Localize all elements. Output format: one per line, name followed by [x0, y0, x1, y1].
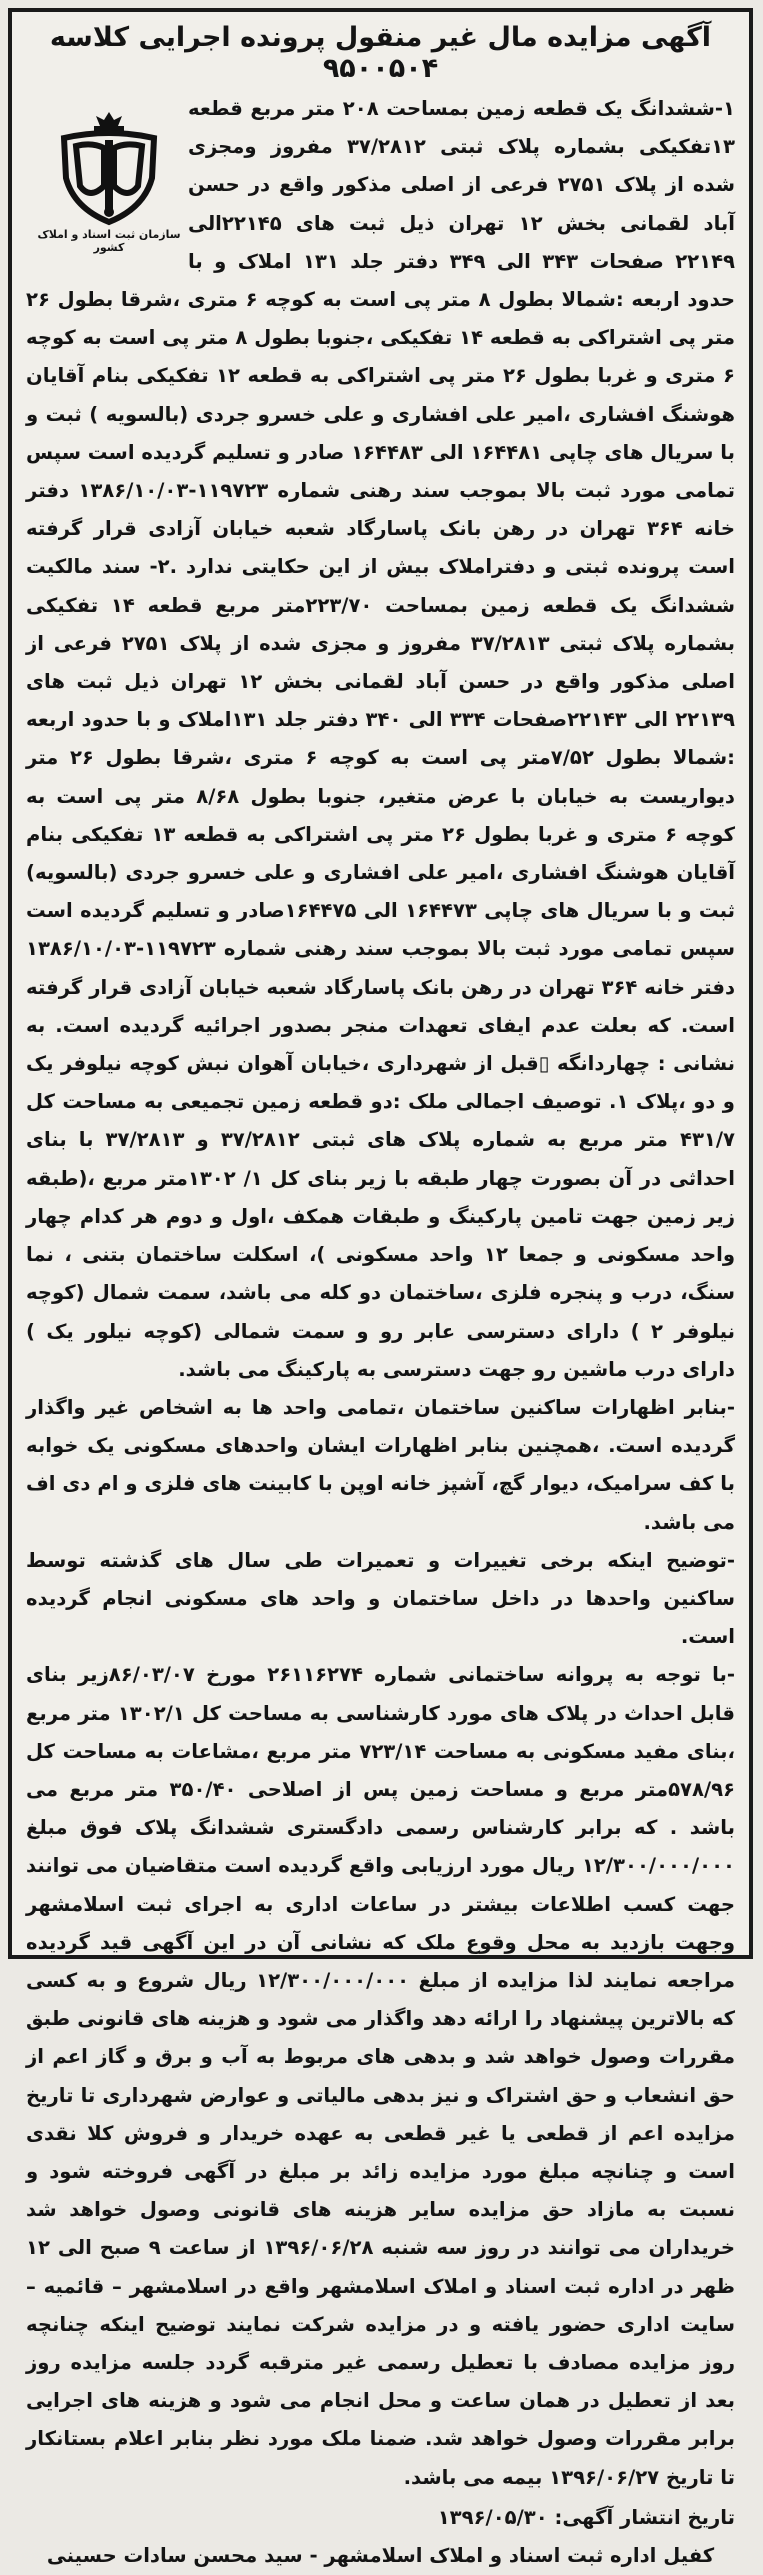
registration-organization-logo — [34, 108, 184, 254]
scales-emblem-icon — [54, 108, 164, 226]
paragraph-auction-terms: -با توجه به پروانه ساختمانی شماره ۲۶۱۱۶۲۷۴ مورخ ۸۶/۰۳/۰۷زیر بنای قابل احداث در پلاک های مورد کارشناسی به مساحت کل ۱۳۰۲/۱ متر مربع ،بنای مفید مسکونی به مساحت ۷۲۳/۱۴ متر مربع ،مشاعات به مساحت کل ۵۷۸/۹۶متر مربع و مساحت زمین پس از اصلاحی ۳۵۰/۴۰ متر مربع می باشد . که برابر کارشناس رسمی دادگستری ششدانگ پلاک فوق مبلغ ۱۲/۳۰۰/۰۰۰/۰۰۰ ریال مورد ارزیابی واقع گردیده است متقاضیان می توانند جهت کسب اطلاعات بیشتر در ساعات اداری به اجرای ثبت اسلامشهر وجهت بازدید به محل وقوع ملک که نشانی آن در این آگهی قید گردیده مراجعه نمایند لذا مزایده از مبلغ ۱۲/۳۰۰/۰۰۰/۰۰۰ ریال شروع و به کسی که بالاترین پیشنهاد را ارائه دهد واگذار می شود و هزینه های قانونی طبق مقررات وصول خواهد شد و بدهی های مربوط به آب و برق و گاز اعم از حق انشعاب و حق اشتراک و نیز بدهی مالیاتی و عوارض شهرداری تا تاریخ مزایده اعم از قطعی یا غیر قطعی به عهده خریدار و فروش کلا نقدی است و چنانچه مبلغ مورد مزایده زائد بر مبلغ در آگهی فروخته شود و نسبت به مازاد حق مزایده سایر هزینه های قانونی وصول خواهد شد خریداران می توانند در روز سه شنبه ۱۳۹۶/۰۶/۲۸ از ساعت ۹ صبح الی ۱۲ ظهر در اداره ثبت اسناد و املاک اسلامشهر واقع در اسلامشهر – قائمیه – سایت اداری حضور یافته و در مزایده شرکت نمایند توضیح اینکه چنانچه روز مزایده مصادف با تعطیل رسمی غیر مترقبه گردد جلسه مزایده روز بعد از تعطیل در همان ساعت و محل انجام می شود و هزینه های اجرایی برابر مقررات وصول خواهد شد. ضمنا ملک مورد نظر بنابر اعلام بستانکار تا تاریخ ۱۳۹۶/۰۶/۲۷ بیمه می باشد. — [26, 1663, 736, 2489]
publish-date: تاریخ انتشار آگهی: ۱۳۹۶/۰۵/۳۰ — [437, 2505, 735, 2529]
notice-title: آگهی مزایده مال غیر منقول پرونده اجرایی کلاسه ۹۵۰۰۵۰۴ — [49, 22, 712, 84]
notice-footer — [26, 2499, 735, 2575]
paragraph-renovations-note: -توضیح اینکه برخی تغییرات و تعمیرات طی سال های گذشته توسط ساکنین واحدها در داخل ساختمان و واحد های مسکونی انجام گردیده است. — [26, 1548, 735, 1649]
paragraph-property-description: ۱-ششدانگ یک قطعه زمین بمساحت ۲۰۸ متر مربع قطعه ۱۳تفکیکی بشماره پلاک ثبتی ۳۷/۲۸۱۲ مفروز ومجزی شده از پلاک ۲۷۵۱ فرعی از اصلی مذکور واقع در حسن آباد لقمانی بخش ۱۲ تهران ذیل ثبت های ۲۲۱۴۵الی ۲۲۱۴۹ صفحات ۳۴۳ الی ۳۴۹ دفتر جلد ۱۳۱ املاک و با حدود اربعه :شمالا بطول ۸ متر پی است به کوچه ۶ متری ،شرقا بطول ۲۶ متر پی اشتراکی به قطعه ۱۴ تفکیکی ،جنوبا بطول ۸ متر پی است به کوچه ۶ متری و غربا بطول ۲۶ متر پی اشتراکی به قطعه ۱۲ تفکیکی بنام آقایان هوشنگ افشاری ،امیر علی افشاری و علی خسرو جردی (بالسویه ) ثبت و با سریال های چاپی ۱۶۴۴۸۱ الی ۱۶۴۴۸۳ صادر و تسلیم گردیده است سپس تمامی مورد ثبت بالا بموجب سند رهنی شماره ۱۱۹۷۲۳-۱۳۸۶/۱۰/۰۳ دفتر خانه ۳۶۴ تهران در رهن بانک پاسارگاد شعبه خیابان آزادی قرار گرفته است پرونده ثبتی و دفتراملاک بیش از این حکایتی ندارد .۲- سند مالکیت ششدانگ یک قطعه زمین بمساحت ۲۲۳/۷۰متر مربع قطعه ۱۴ تفکیکی بشماره پلاک ثبتی ۳۷/۲۸۱۳ مفروز و مجزی شده از پلاک ۲۷۵۱ فرعی از اصلی مذکور واقع در حسن آباد لقمانی بخش ۱۲ تهران ذیل ثبت های ۲۲۱۳۹ الی ۲۲۱۴۳صفحات ۳۳۴ الی ۳۴۰ دفتر جلد ۱۳۱املاک و با حدود اربعه :شمالا بطول ۷/۵۲متر پی است به کوچه ۶ متری ،شرقا بطول ۲۶ متر دیواریست به خیابان با عرض متغیر، جنوبا بطول ۸/۶۸ متر پی است به کوچه ۶ متری و غربا بطول ۲۶ متر پی اشتراکی به قطعه ۱۳ تفکیکی بنام آقایان هوشنگ افشاری ،امیر علی افشاری و علی خسرو جردی (بالسویه) ثبت و با سریال های چاپی ۱۶۴۴۷۳ الی ۱۶۴۴۷۵صادر و تسلیم گردیده است سپس تمامی مورد ثبت بالا بموجب سند رهنی شماره ۱۱۹۷۲۳-۱۳۸۶/۱۰/۰۳ دفتر خانه ۳۶۴ تهران در رهن بانک پاسارگاد شعبه خیابان آزادی قرار گرفته است. که بعلت عدم ایفای تعهدات منجر بصدور اجرائیه گردیده است. به نشانی : چهاردانگه ▯قبل از شهرداری ،خیابان آهوان نبش کوچه نیلوفر یک و دو ،پلاک ۱. توصیف اجمالی ملک :دو قطعه زمین تجمیعی به مساحت کل ۴۳۱/۷ متر مربع به شماره پلاک های ثبتی ۳۷/۲۸۱۲ و ۳۷/۲۸۱۳ با بنای احداثی در آن بصورت چهار طبقه با زیر بنای کل ۱/ ۱۳۰۲متر مربع ،(طبقه زیر زمین جهت تامین پارکینگ و طبقات همکف ،اول و دوم هر کدام چهار واحد مسکونی و جمعا ۱۲ واحد مسکونی )، اسکلت ساختمان بتنی ، نما سنگ، درب و پنجره فلزی ،ساختمان دو کله می باشد، سمت شمال (کوچه نیلوفر ۲ ) دارای دسترسی عابر رو و سمت شمالی (کوچه نیلور یک ) دارای درب ماشین رو جهت دسترسی به پارکینگ می باشد. — [26, 97, 736, 1381]
notice-body — [26, 90, 735, 2497]
signature-line: کفیل اداره ثبت اسناد و املاک اسلامشهر - سید محسن سادات حسینی — [46, 2543, 715, 2567]
paragraph-residents-statement: -بنابر اظهارات ساکنین ساختمان ،تمامی واحد ها به اشخاص غیر واگذار گردیده است. ،همچنین بنابر اظهارات ایشان واحدهای مسکونی یک خوابه با کف سرامیک، دیوار گچ، آشپز خانه اوپن با کابینت های فلزی و ام دی اف می باشد. — [26, 1395, 735, 1534]
notice-page — [8, 8, 753, 2567]
logo-caption: سازمان ثبت اسناد و املاک کشور — [37, 228, 181, 254]
